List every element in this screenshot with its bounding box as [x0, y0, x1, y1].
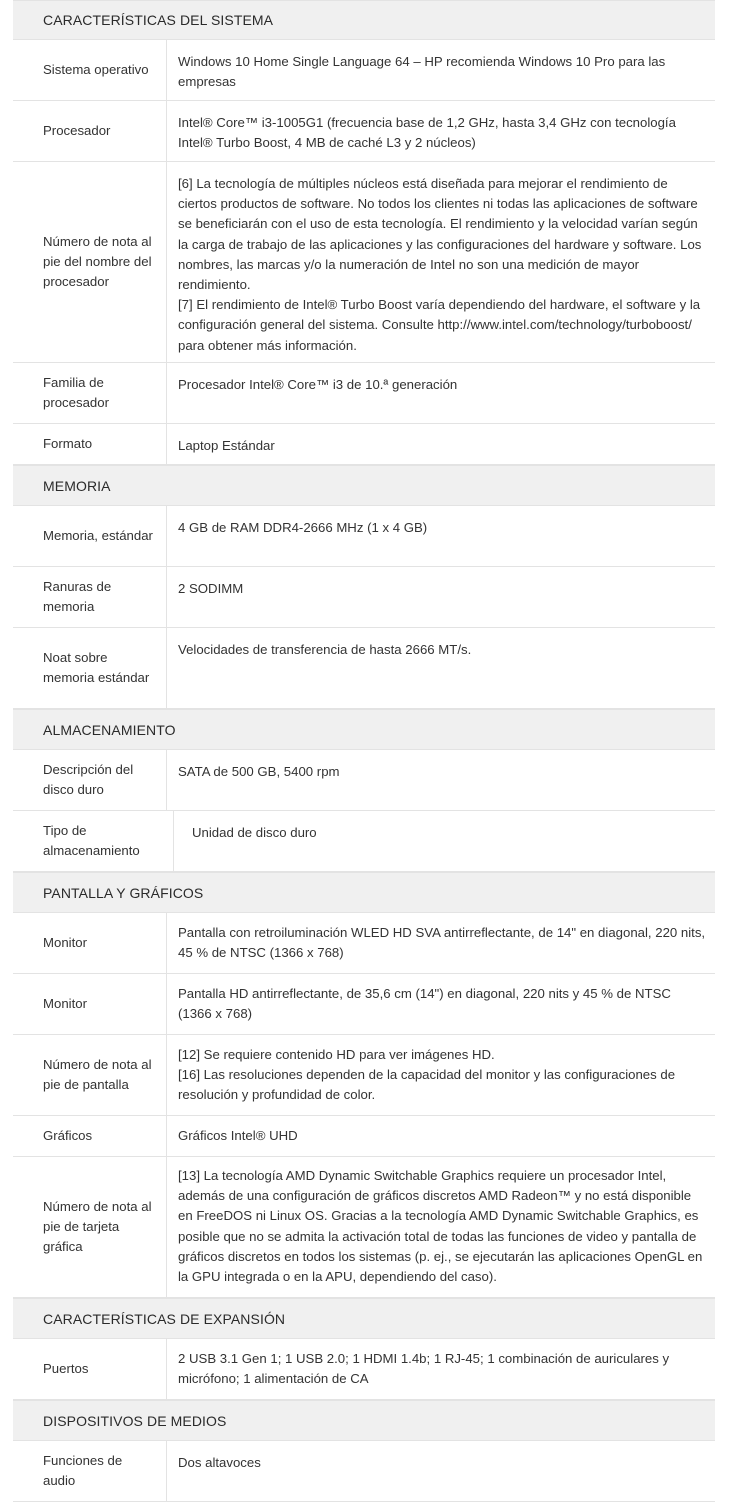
section-header: CARACTERÍSTICAS DEL SISTEMA: [13, 0, 715, 40]
spec-value-line: 2 SODIMM: [178, 581, 244, 596]
spec-label: Número de nota al pie del nombre del procesador: [43, 234, 152, 289]
spec-label: Puertos: [43, 1361, 89, 1376]
spec-row: [13, 974, 715, 1035]
spec-value-line: Dos altavoces: [178, 1455, 261, 1470]
spec-label-cell: [13, 567, 167, 627]
spec-value: [167, 101, 715, 161]
spec-label: Descripción del disco duro: [43, 762, 134, 797]
spec-label: Tipo de almacenamiento: [43, 823, 140, 858]
spec-row: [13, 1441, 715, 1502]
spec-value-line: Windows 10 Home Single Language 64 – HP recomienda Windows 10 Pro para las empresas: [178, 54, 666, 90]
spec-value: [167, 1157, 715, 1297]
spec-label-cell: [13, 974, 167, 1034]
spec-row: [13, 40, 715, 101]
spec-value: [167, 913, 715, 973]
spec-table: [13, 0, 715, 1502]
section-header: PANTALLA Y GRÁFICOS: [13, 872, 715, 913]
spec-label-cell: [13, 424, 167, 464]
spec-label-cell: [13, 506, 167, 566]
spec-value-line: Intel® Core™ i3-1005G1 (frecuencia base de 1,2 GHz, hasta 3,4 GHz con tecnología Intel® Turbo Boost, 4 MB de caché L3 y 2 núcleos): [178, 115, 676, 151]
spec-label-cell: [13, 1157, 167, 1297]
spec-value: [167, 506, 715, 566]
spec-label-cell: [13, 162, 167, 362]
spec-label-cell: [13, 363, 167, 423]
section-header: MEMORIA: [13, 465, 715, 506]
spec-value-line: [16] Las resoluciones dependen de la capacidad del monitor y las configuraciones de resolución y profundidad de color.: [178, 1067, 676, 1103]
spec-value: [167, 363, 715, 423]
spec-value: [174, 811, 715, 871]
spec-label: Familia de procesador: [43, 375, 109, 410]
spec-row: [13, 913, 715, 974]
spec-value: [167, 750, 715, 810]
spec-row: [13, 628, 715, 709]
spec-row: [13, 162, 715, 363]
spec-value-line: Velocidades de transferencia de hasta 2666 MT/s.: [178, 642, 472, 657]
spec-value: [167, 162, 715, 362]
spec-row: [13, 424, 715, 465]
spec-label: Gráficos: [43, 1128, 93, 1143]
spec-label-cell: [13, 101, 167, 161]
spec-label-cell: [13, 40, 167, 100]
spec-value-line: [13] La tecnología AMD Dynamic Switchable Graphics requiere un procesador Intel, además de una configuración de gráficos discretos AMD Radeon™ y no está disponible en FreeDOS ni Linux OS. Gracias a la tecnología AMD Dynamic Switchable Graphics, es posible que no se admita la activación total de todas las funciones de video y pantalla de gráficos discretos en todos los sistemas (p. ej., se ejecutarán las aplicaciones OpenGL en la GPU integrada o en la APU, dependiendo del caso).: [178, 1168, 703, 1285]
spec-value: [167, 1035, 715, 1115]
spec-label: Memoria, estándar: [43, 528, 153, 543]
spec-row: [13, 101, 715, 162]
spec-label: Formato: [43, 436, 93, 451]
spec-label: Sistema operativo: [43, 62, 149, 77]
spec-row: [13, 1157, 715, 1298]
spec-value: [167, 40, 715, 100]
spec-value-line: Laptop Estándar: [178, 438, 275, 453]
spec-label-cell: [13, 628, 167, 708]
spec-label: Ranuras de memoria: [43, 579, 112, 614]
spec-row: [13, 750, 715, 811]
spec-value-line: Pantalla HD antirreflectante, de 35,6 cm (14") en diagonal, 220 nits y 45 % de NTSC (1366 x 768): [178, 986, 671, 1022]
spec-label: Procesador: [43, 123, 111, 138]
section-header: CARACTERÍSTICAS DE EXPANSIÓN: [13, 1298, 715, 1339]
spec-row: [13, 1116, 715, 1157]
spec-value: [167, 1116, 715, 1156]
spec-label-cell: [13, 913, 167, 973]
spec-value: [167, 1339, 715, 1399]
spec-value-line: Pantalla con retroiluminación WLED HD SVA antirreflectante, de 14" en diagonal, 220 nits, 45 % de NTSC (1366 x 768): [178, 925, 706, 961]
spec-value-line: [12] Se requiere contenido HD para ver imágenes HD.: [178, 1047, 495, 1062]
spec-row: [13, 506, 715, 567]
spec-value-line: [6] La tecnología de múltiples núcleos está diseñada para mejorar el rendimiento de ciertos productos de software. No todos los clientes ni todas las aplicaciones de software se beneficiarán con el uso de esta tecnología. El rendimiento y la velocidad varían según la carga de trabajo de las aplicaciones y las configuraciones del hardware y software. Los nombres, las marcas y/o la numeración de Intel no son una medición de mayor rendimiento.: [178, 176, 702, 293]
spec-label: Funciones de audio: [43, 1453, 123, 1488]
spec-label-cell: [13, 1116, 167, 1156]
spec-label: Monitor: [43, 935, 87, 950]
spec-label-cell: [13, 811, 174, 871]
spec-value-line: 2 USB 3.1 Gen 1; 1 USB 2.0; 1 HDMI 1.4b; 1 RJ-45; 1 combinación de auriculares y micrófono; 1 alimentación de CA: [178, 1351, 670, 1387]
spec-value: [167, 628, 715, 708]
section-header: ALMACENAMIENTO: [13, 709, 715, 750]
spec-row: [13, 1035, 715, 1116]
spec-label-cell: [13, 1339, 167, 1399]
spec-value-line: Procesador Intel® Core™ i3 de 10.ª generación: [178, 377, 458, 392]
spec-value-line: SATA de 500 GB, 5400 rpm: [178, 764, 340, 779]
spec-value-line: 4 GB de RAM DDR4-2666 MHz (1 x 4 GB): [178, 520, 428, 535]
spec-value: [167, 567, 715, 627]
spec-value-line: Unidad de disco duro: [192, 825, 317, 840]
spec-label-cell: [13, 1441, 167, 1501]
spec-label: Noat sobre memoria estándar: [43, 650, 150, 685]
spec-row: [13, 567, 715, 628]
spec-value: [167, 974, 715, 1034]
spec-label: Número de nota al pie de pantalla: [43, 1057, 152, 1092]
spec-value-line: Gráficos Intel® UHD: [178, 1128, 298, 1143]
spec-label-cell: [13, 1035, 167, 1115]
spec-value: [167, 424, 715, 464]
spec-value: [167, 1441, 715, 1501]
spec-row: [13, 811, 715, 872]
section-header: DISPOSITIVOS DE MEDIOS: [13, 1400, 715, 1441]
spec-row: [13, 363, 715, 424]
spec-value-line: [7] El rendimiento de Intel® Turbo Boost varía dependiendo del hardware, el software y la configuración general del sistema. Consulte http://www.intel.com/technology/turboboost/ para obtener más información.: [178, 297, 701, 353]
spec-label-cell: [13, 750, 167, 810]
spec-label: Número de nota al pie de tarjeta gráfica: [43, 1199, 152, 1254]
spec-label: Monitor: [43, 996, 87, 1011]
spec-row: [13, 1339, 715, 1400]
